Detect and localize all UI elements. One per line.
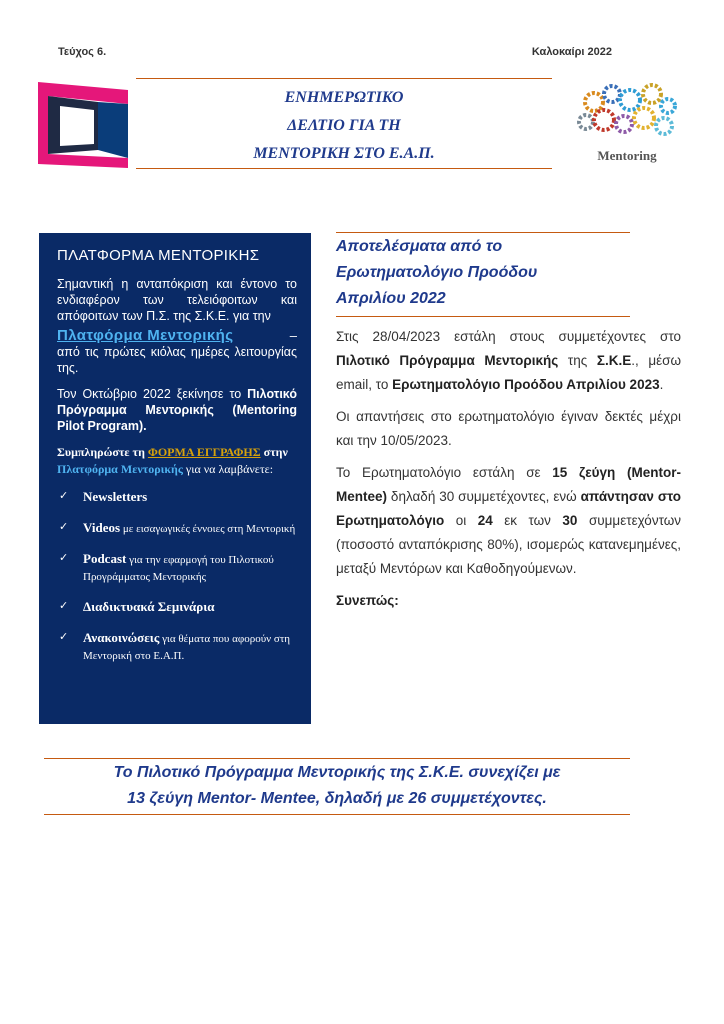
count-total: 30 (562, 513, 578, 528)
platform-link[interactable]: Πλατφόρμα Μεντορικής (57, 327, 234, 344)
newsletter-title (138, 84, 550, 168)
text: Το Ερωτηματολόγιο εστάλη σε (336, 465, 553, 480)
checkmark-icon: ✓ (59, 600, 69, 612)
text: δηλαδή 30 συμμετέχοντες, ενώ (387, 489, 581, 504)
platform-sidebar (39, 233, 311, 724)
eap-logo (38, 78, 128, 168)
title-line: ΔΕΛΤΙΟ ΓΙΑ ΤΗ (287, 117, 401, 134)
sidebar-intro: Σημαντική η ανταπόκριση και έντονο το ενδιαφέρον των τελειόφοιτων και απόφοιτων των Π.Σ. της Σ.Κ.Ε. για την (57, 277, 297, 323)
mentoring-gears-logo (572, 80, 682, 170)
text: οι (444, 513, 478, 528)
platform-link-line (57, 324, 297, 344)
benefit-title: Διαδικτυακά Σεμινάρια (83, 599, 215, 614)
heading-line: Απριλίου 2022 (336, 290, 446, 307)
dash: – (289, 328, 297, 343)
paragraph-2: Οι απαντήσεις στο ερωτηματολόγιο έγιναν δεκτές μέχρι και την 10/05/2023. (336, 409, 681, 448)
pairs: 15 ζεύγη (Mentor-Mentee) (336, 465, 681, 504)
october-bold: Πιλοτικό Πρόγραμμα Μεντορικής (Mentoring Pilot Program). (57, 387, 297, 433)
issue-season: Καλοκαίρι 2022 (531, 46, 612, 58)
ske: Σ.Κ.Ε (596, 353, 632, 368)
text: . (659, 377, 664, 392)
october-text (57, 386, 297, 434)
article-heading (336, 232, 681, 312)
benefit-title: Ανακοινώσεις (83, 630, 160, 645)
article-heading-rule (336, 316, 630, 317)
paragraph-3 (336, 461, 681, 581)
checkmark-icon: ✓ (59, 490, 69, 502)
fill-suffix: για να λαμβάνετε: (182, 462, 274, 476)
fill-prefix: Συμπληρώστε τη (57, 445, 148, 459)
text: εκ των (492, 513, 563, 528)
text: της (558, 353, 597, 368)
list-item (57, 550, 297, 586)
program-name: Πιλοτικό Πρόγραμμα Μεντορικής (336, 353, 559, 368)
list-item (57, 488, 297, 507)
fill-in: στην (263, 445, 288, 459)
signup-text (57, 444, 297, 478)
text: Στις 28/04/2023 εστάλη στους συμμετέχοντες στο (336, 329, 681, 344)
bottom-bottom-rule (44, 814, 630, 815)
mentoring-logo-text: Mentoring (597, 148, 657, 163)
list-item (57, 629, 297, 665)
checkmark-icon: ✓ (59, 521, 69, 533)
header-bottom-rule (136, 168, 552, 169)
continuation-note (44, 760, 630, 812)
benefit-text: για την εφαρμογή του Πιλοτικού Προγράμματος Μεντορικής (83, 554, 274, 583)
title-line: ΜΕΝΤΟΡΙΚΗ ΣΤΟ Ε.Α.Π. (253, 145, 435, 162)
article (336, 232, 681, 613)
questionnaire-name: Ερωτηματολόγιο Προόδου Απριλίου 2023 (392, 377, 660, 392)
sidebar-intro-end: από τις πρώτες κιόλας ημέρες λειτουργίας της. (57, 345, 297, 375)
benefit-text: για θέματα που αφορούν στη Μεντορική στο Ε.Α.Π. (83, 633, 291, 662)
text: ., μέσω email, το (336, 353, 681, 392)
benefit-title: Videos (83, 520, 121, 535)
bottom-top-rule (44, 758, 630, 759)
text: συμμετεχόντων (ποσοστό ανταπόκρισης 80%), ισομερώς κατανεμημένες, μεταξύ Μεντόρων και Καθοδηγούμενων. (336, 513, 681, 576)
note-line: Το Πιλοτικό Πρόγραμμα Μεντορικής της Σ.Κ.Ε. συνεχίζει με (113, 764, 561, 781)
sidebar-title: ΠΛΑΤΦΟΡΜΑ ΜΕΝΤΟΡΙΚΗΣ (57, 247, 260, 264)
list-item (57, 519, 297, 538)
header-top-rule (136, 78, 552, 79)
platform-link-2[interactable]: Πλατφόρμα Μεντορικής (57, 462, 183, 476)
heading-line: Αποτελέσματα από το (336, 238, 503, 255)
benefit-text: με εισαγωγικές έννοιες στη Μεντορική (120, 523, 296, 535)
benefit-title: Podcast (83, 551, 127, 566)
count-answered: 24 (477, 513, 493, 528)
answered: απάντησαν στο Ερωτηματολόγιο (336, 489, 681, 528)
benefits-list (57, 488, 297, 665)
conclusion-label: Συνεπώς: (336, 593, 399, 608)
issue-number: Τεύχος 6. (58, 46, 107, 58)
conclusion (336, 589, 681, 613)
october-prefix: Τον Οκτώβριο 2022 ξεκίνησε το (57, 387, 248, 401)
checkmark-icon: ✓ (59, 631, 69, 643)
checkmark-icon: ✓ (59, 552, 69, 564)
heading-line: Ερωτηματολόγιο Προόδου (336, 264, 538, 281)
paragraph-1 (336, 325, 681, 397)
list-item (57, 598, 297, 617)
title-line: ΕΝΗΜΕΡΩΤΙΚΟ (284, 89, 404, 106)
benefit-title: Newsletters (83, 489, 148, 504)
note-line: 13 ζεύγη Mentor- Mentee, δηλαδή με 26 συμμετέχοντες. (127, 790, 547, 807)
registration-form-link[interactable]: ΦΟΡΜΑ ΕΓΓΡΑΦΗΣ (147, 445, 261, 459)
